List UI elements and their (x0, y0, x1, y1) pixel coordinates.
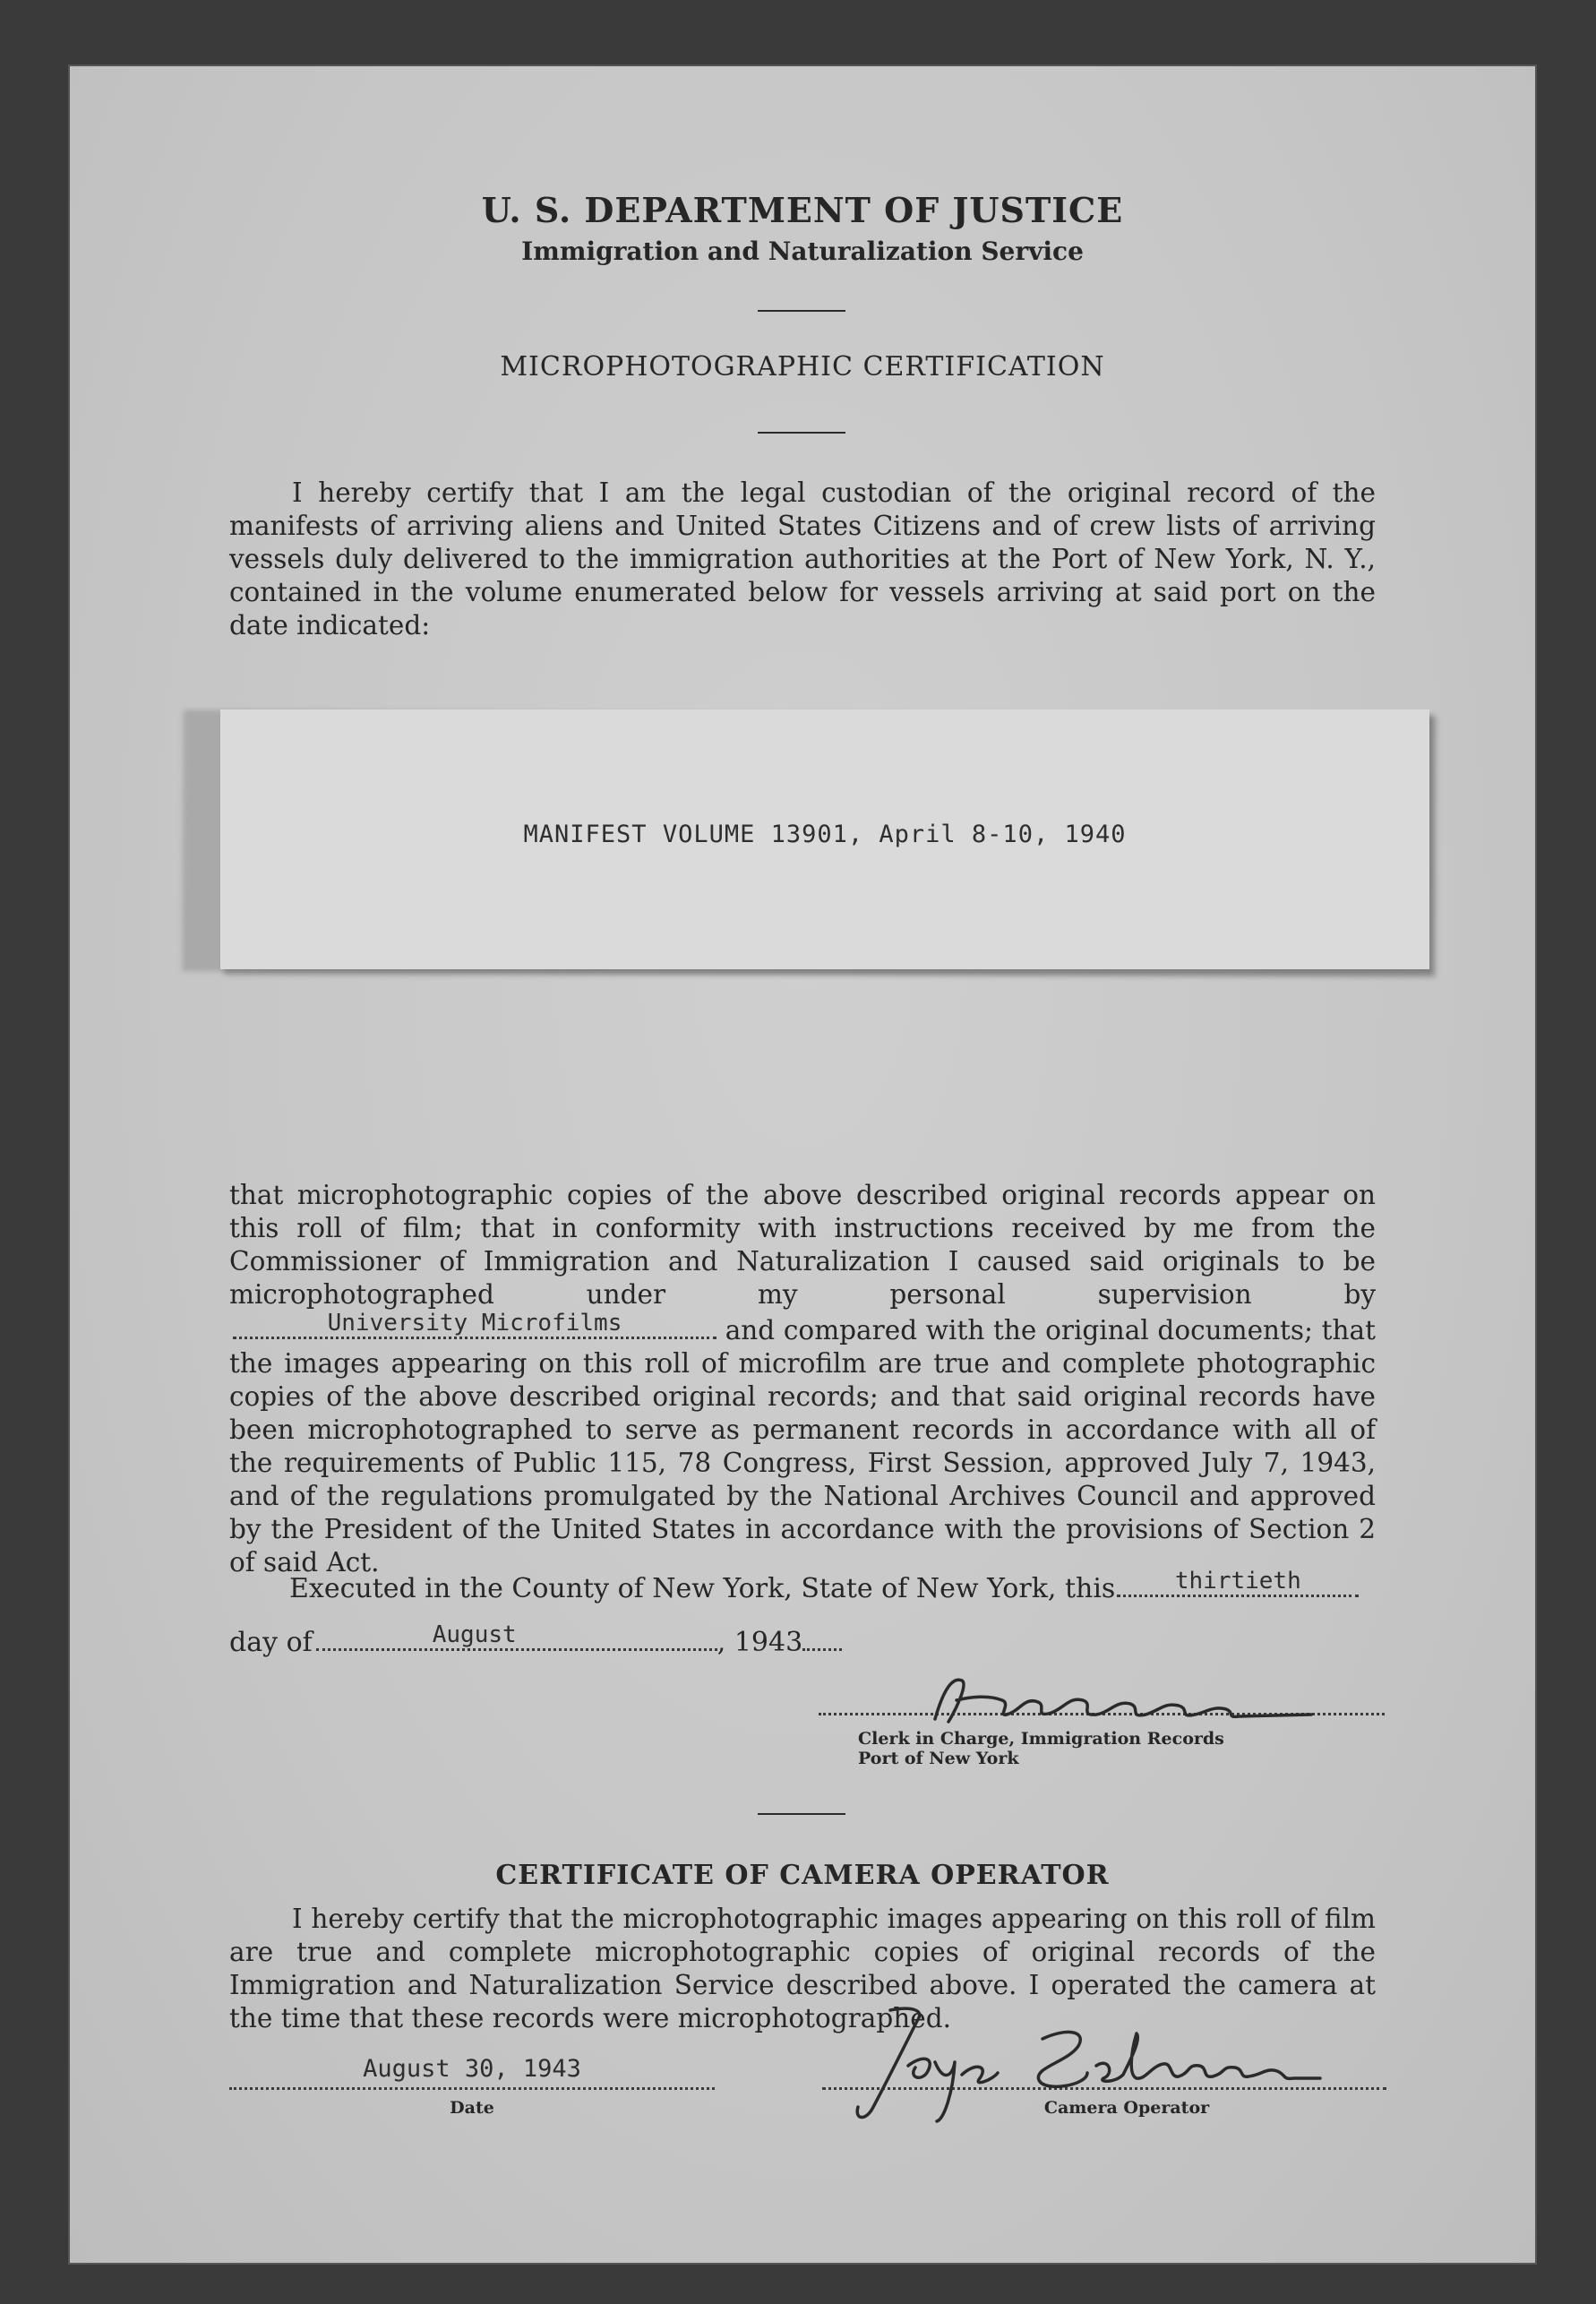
clerk-title-line1: Clerk in Charge, Immigration Records (858, 1729, 1224, 1749)
date-line (229, 2087, 715, 2090)
intro-paragraph (229, 477, 1376, 642)
day-of-label: day of (229, 1627, 313, 1658)
month-value: August (432, 1621, 517, 1648)
body-text (229, 1179, 1376, 1579)
supervisor-field (233, 1311, 716, 1339)
service-subtitle: Immigration and Naturalization Service (521, 236, 1084, 266)
department-title: U. S. DEPARTMENT OF JUSTICE (481, 190, 1124, 230)
year-trail (802, 1623, 842, 1651)
clerk-title-line2: Port of New York (858, 1749, 1019, 1768)
clerk-title (858, 1729, 1224, 1768)
execution-prefix: Executed in the County of New York, State of New York, this (289, 1573, 1116, 1604)
certificate-page (70, 66, 1535, 2263)
camera-operator-label: Camera Operator (1043, 2098, 1210, 2118)
day-field (1117, 1569, 1359, 1597)
divider (758, 310, 845, 312)
supervisor-value: University Microfilms (327, 1310, 622, 1337)
month-field (316, 1623, 717, 1651)
divider (758, 1813, 845, 1815)
year-value: , 1943 (716, 1627, 803, 1658)
execution-line (289, 1569, 1359, 1604)
manifest-volume-text: MANIFEST VOLUME 13901, April 8-10, 1940 (523, 821, 1127, 848)
date-label: Date (450, 2098, 494, 2118)
camera-text: I hereby certify that the microphotographic images appearing on this roll of film are true and complete microphotographic copies of original records of the Immigration and Naturalization Service described above. I operated the camera at the time that these records were microphotographed. (229, 1904, 1376, 2033)
day-value: thirtieth (1174, 1568, 1301, 1595)
camera-certificate-title: CERTIFICATE OF CAMERA OPERATOR (495, 1860, 1110, 1891)
clerk-signature (917, 1670, 1338, 1732)
intro-text: I hereby certify that I am the legal custodian of the original record of the manifests of arriving aliens and United States Citizens and of crew lists of arriving vessels duly delivered to the immigration authorities at the Port of New York, N. Y., contained in the volume enumerated below for vessels arriving at said port on the date indicated: (229, 477, 1376, 640)
body-paragraph (229, 1179, 1376, 1579)
certification-title: MICROPHOTOGRAPHIC CERTIFICATION (500, 351, 1105, 383)
certificate-date-value: August 30, 1943 (363, 2055, 581, 2083)
month-line (229, 1623, 842, 1658)
body-text-after: and compared with the original documents; that the images appearing on this roll of microfilm are true and complete photographic copies of the above described original records; and that said original records have been microphotographed to serve as permanent records in accordance with all of the requirements of Public 115, 78 Congress, First Session, approved July 7, 1943, and of the regulations promulgated by the National Archives Council and approved by the President of the United States in accordance with the provisions of Section 2 of said Act. (229, 1315, 1376, 1578)
divider (758, 432, 845, 434)
manifest-slip (220, 709, 1429, 969)
body-text-before: that microphotographic copies of the above described original records appear on this roll of film; that in conformity with instructions received by me from the Commissioner of Immigration and Naturalization I caused said originals to be microphotographed under my personal supervision by (229, 1180, 1376, 1310)
